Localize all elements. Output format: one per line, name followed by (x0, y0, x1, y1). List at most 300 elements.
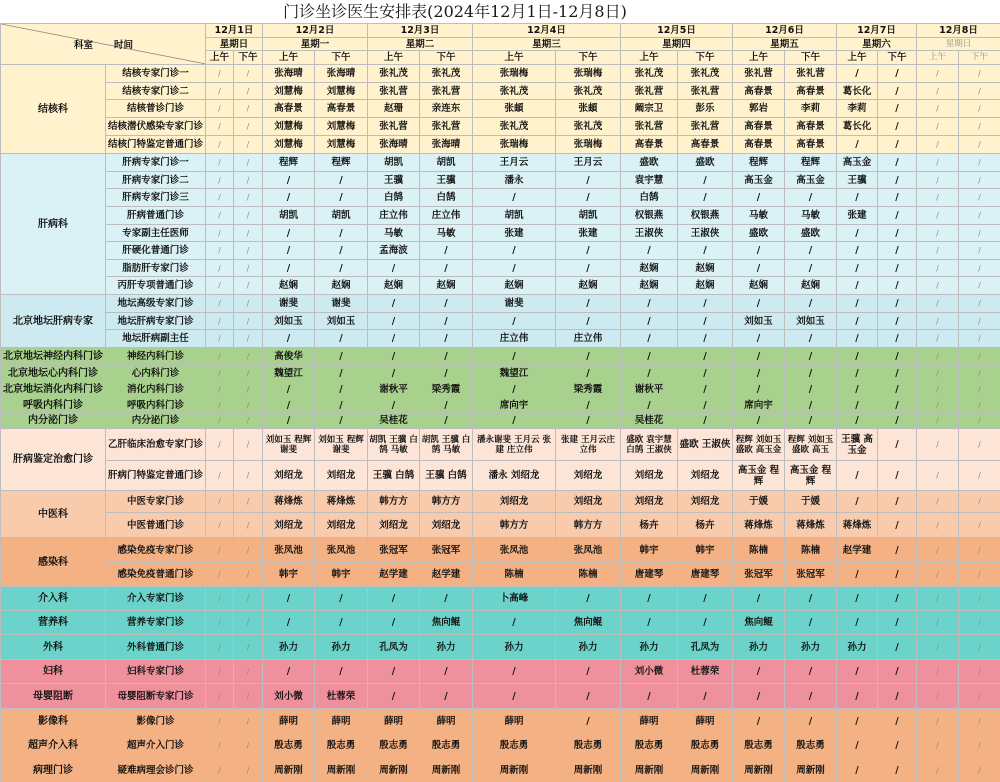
schedule-cell: 蒋烽炼 (733, 513, 785, 538)
schedule-cell: / (473, 189, 556, 207)
schedule-cell: / (206, 513, 234, 538)
schedule-cell: / (878, 136, 917, 154)
schedule-cell: / (206, 684, 234, 709)
schedule-cell: / (959, 538, 1000, 563)
schedule-cell: / (959, 660, 1000, 684)
schedule-cell: 张礼茂 (473, 118, 556, 136)
schedule-cell: 王骥 高玉金 (837, 429, 878, 461)
schedule-row (1, 587, 1000, 611)
schedule-cell: 梁秀霞 (556, 382, 621, 398)
schedule-cell: 赵娴 (733, 277, 785, 295)
schedule-cell: / (878, 635, 917, 660)
schedule-cell: 赵学建 (837, 538, 878, 563)
schedule-cell: / (878, 538, 917, 563)
department-cell: 妇科 (1, 660, 106, 684)
schedule-cell: / (234, 398, 263, 413)
schedule-row (1, 65, 1000, 83)
schedule-cell: / (420, 295, 473, 313)
schedule-cell: / (234, 65, 263, 83)
schedule-cell: / (556, 295, 621, 313)
department-cell: 北京地坛肝病专家 (1, 295, 106, 348)
schedule-cell: / (917, 429, 959, 461)
schedule-cell: 孙力 (621, 635, 678, 660)
schedule-cell: / (206, 313, 234, 330)
schedule-cell: / (206, 734, 234, 758)
schedule-cell: / (733, 413, 785, 429)
schedule-cell: 周新刚 (556, 758, 621, 782)
clinic-cell: 地坛肝病专家门诊 (106, 313, 206, 330)
schedule-cell: 王淑侠 (621, 225, 678, 242)
schedule-cell: / (315, 189, 368, 207)
schedule-cell: 谢秋平 (621, 382, 678, 398)
schedule-cell: / (420, 313, 473, 330)
clinic-cell: 结核潜伏感染专家门诊 (106, 118, 206, 136)
clinic-cell: 肝病专家门诊二 (106, 172, 206, 189)
schedule-cell: / (785, 242, 837, 260)
schedule-cell: 刘如玉 程辉 谢斐 (263, 429, 315, 461)
schedule-cell: / (473, 260, 556, 277)
schedule-cell: 刘慧梅 (263, 83, 315, 100)
schedule-cell: 高玉金 (733, 172, 785, 189)
schedule-cell: 高玉金 (837, 154, 878, 172)
session-header-am: 上午 (263, 51, 315, 65)
schedule-cell: 刘绍龙 (678, 461, 733, 491)
clinic-cell: 地坛高级专家门诊 (106, 295, 206, 313)
schedule-cell: 周新刚 (785, 758, 837, 782)
schedule-cell: / (206, 563, 234, 587)
schedule-row (1, 734, 1000, 758)
schedule-cell: 高春景 (733, 118, 785, 136)
schedule-cell: 刘慧梅 (315, 83, 368, 100)
schedule-cell: 谢斐 (315, 295, 368, 313)
schedule-row (1, 538, 1000, 563)
schedule-cell: / (315, 172, 368, 189)
schedule-cell: / (733, 365, 785, 382)
schedule-cell: 周新刚 (733, 758, 785, 782)
schedule-cell: 王骥 (420, 172, 473, 189)
session-header-am: 上午 (837, 51, 878, 65)
schedule-row (1, 491, 1000, 513)
schedule-cell: 张建 (473, 225, 556, 242)
schedule-row (1, 277, 1000, 295)
weekday-header: 星期四 (621, 38, 733, 51)
schedule-cell: / (917, 154, 959, 172)
schedule-cell: / (420, 365, 473, 382)
schedule-cell: 刘绍龙 (315, 513, 368, 538)
clinic-cell: 地坛肝病副主任 (106, 330, 206, 348)
schedule-cell: / (315, 330, 368, 348)
schedule-cell: 孙力 (556, 635, 621, 660)
schedule-cell: 王骥 (837, 172, 878, 189)
schedule-cell: / (878, 587, 917, 611)
page-title: 门诊坐诊医生安排表(2024年12月1日-12月8日) (283, 2, 627, 21)
schedule-cell: / (959, 313, 1000, 330)
schedule-cell: / (368, 348, 420, 365)
department-cell: 呼吸内科门诊 (1, 398, 106, 413)
date-header: 12月2日 (263, 24, 368, 38)
schedule-cell: 高玉金 程辉 (785, 461, 837, 491)
schedule-cell: / (315, 225, 368, 242)
clinic-cell: 影像门诊 (106, 709, 206, 734)
schedule-cell: / (234, 136, 263, 154)
schedule-cell: 刘绍龙 (678, 491, 733, 513)
date-header: 12月6日 (733, 24, 837, 38)
schedule-cell: / (917, 413, 959, 429)
schedule-cell: / (837, 413, 878, 429)
clinic-cell: 结核门特鉴定普通门诊 (106, 136, 206, 154)
schedule-cell: 刘绍龙 (368, 513, 420, 538)
schedule-cell: / (263, 330, 315, 348)
schedule-row (1, 758, 1000, 782)
schedule-cell: 刘小微 (621, 660, 678, 684)
schedule-cell: 张瑞梅 (473, 136, 556, 154)
schedule-cell: / (473, 382, 556, 398)
schedule-cell: / (878, 65, 917, 83)
schedule-cell: 孔凤为 (368, 635, 420, 660)
schedule-cell: / (234, 277, 263, 295)
schedule-cell: / (959, 154, 1000, 172)
schedule-cell: / (917, 611, 959, 635)
schedule-cell: 赵娴 (473, 277, 556, 295)
schedule-cell: / (785, 189, 837, 207)
schedule-cell: 张冠军 (368, 538, 420, 563)
schedule-cell: 张瑞梅 (556, 136, 621, 154)
schedule-cell: 张冠军 (420, 538, 473, 563)
schedule-cell: / (959, 684, 1000, 709)
schedule-cell: / (878, 758, 917, 782)
schedule-cell: / (678, 382, 733, 398)
schedule-cell: / (917, 172, 959, 189)
schedule-cell: 张海晴 (420, 136, 473, 154)
schedule-cell: 周新刚 (473, 758, 556, 782)
schedule-cell: / (878, 330, 917, 348)
schedule-cell: 刘慧梅 (263, 136, 315, 154)
schedule-cell: / (959, 709, 1000, 734)
schedule-cell: / (878, 429, 917, 461)
schedule-cell: / (837, 587, 878, 611)
schedule-cell: 胡凯 (368, 154, 420, 172)
schedule-cell: 亲连东 (420, 100, 473, 118)
schedule-cell: / (234, 513, 263, 538)
schedule-cell: 孙力 (315, 635, 368, 660)
schedule-cell: / (206, 348, 234, 365)
schedule-cell: / (917, 330, 959, 348)
department-cell: 介入科 (1, 587, 106, 611)
schedule-cell: / (206, 207, 234, 225)
schedule-cell: / (878, 225, 917, 242)
schedule-cell: / (420, 413, 473, 429)
schedule-cell: / (206, 242, 234, 260)
schedule-cell: / (917, 538, 959, 563)
schedule-row (1, 365, 1000, 382)
schedule-cell: 殷志勇 (621, 734, 678, 758)
schedule-cell: / (234, 734, 263, 758)
schedule-cell: / (785, 684, 837, 709)
schedule-cell: / (733, 330, 785, 348)
schedule-cell: / (621, 611, 678, 635)
schedule-cell: / (878, 83, 917, 100)
schedule-cell: 刘如玉 (733, 313, 785, 330)
schedule-cell: / (837, 382, 878, 398)
schedule-row (1, 207, 1000, 225)
schedule-cell: / (917, 118, 959, 136)
schedule-cell: 葛长化 (837, 83, 878, 100)
schedule-cell: 蒋烽炼 (315, 491, 368, 513)
schedule-cell: / (315, 413, 368, 429)
schedule-cell: / (556, 313, 621, 330)
schedule-cell: / (556, 172, 621, 189)
schedule-row (1, 136, 1000, 154)
schedule-cell: / (263, 189, 315, 207)
schedule-cell: / (917, 758, 959, 782)
schedule-cell: / (959, 513, 1000, 538)
schedule-cell: / (878, 242, 917, 260)
schedule-cell: 张冠军 (733, 563, 785, 587)
schedule-cell: / (733, 242, 785, 260)
schedule-row (1, 154, 1000, 172)
schedule-cell: 袁宇慧 (621, 172, 678, 189)
schedule-cell: / (878, 513, 917, 538)
schedule-cell: 刘如玉 (785, 313, 837, 330)
schedule-cell: / (234, 611, 263, 635)
schedule-cell: 高春景 (263, 100, 315, 118)
department-cell: 肝病科 (1, 154, 106, 295)
schedule-cell: / (837, 348, 878, 365)
schedule-cell: / (733, 684, 785, 709)
schedule-cell: 程辉 刘如玉 盛欧 高玉金 (733, 429, 785, 461)
schedule-cell: 吴桂花 (368, 413, 420, 429)
schedule-cell: / (234, 207, 263, 225)
schedule-cell: 胡凯 (556, 207, 621, 225)
schedule-cell: / (234, 709, 263, 734)
schedule-cell: / (206, 587, 234, 611)
session-header-pm: 下午 (785, 51, 837, 65)
schedule-cell: 张礼茂 (420, 65, 473, 83)
schedule-cell: 赵娴 (420, 277, 473, 295)
schedule-cell: / (959, 611, 1000, 635)
schedule-row (1, 461, 1000, 491)
schedule-cell: / (878, 365, 917, 382)
schedule-cell: / (917, 684, 959, 709)
schedule-cell: 马敏 (733, 207, 785, 225)
schedule-cell: / (234, 295, 263, 313)
schedule-cell: 刘绍龙 (420, 513, 473, 538)
schedule-cell: / (234, 461, 263, 491)
clinic-cell: 母婴阻断专家门诊 (106, 684, 206, 709)
schedule-cell: / (678, 295, 733, 313)
schedule-cell: / (206, 461, 234, 491)
schedule-cell: / (678, 348, 733, 365)
schedule-cell: / (368, 587, 420, 611)
schedule-cell: 郭岩 (733, 100, 785, 118)
schedule-cell: / (878, 207, 917, 225)
schedule-cell: / (733, 709, 785, 734)
schedule-cell: 陈楠 (556, 563, 621, 587)
weekday-header: 星期二 (368, 38, 473, 51)
clinic-cell: 肝病专家门诊三 (106, 189, 206, 207)
schedule-cell: / (959, 65, 1000, 83)
schedule-cell: / (206, 660, 234, 684)
schedule-cell: / (917, 365, 959, 382)
schedule-cell: 张建 (556, 225, 621, 242)
schedule-cell: 程辉 (733, 154, 785, 172)
clinic-cell: 乙肝临床治愈专家门诊 (106, 429, 206, 461)
schedule-cell: 高春景 (785, 83, 837, 100)
schedule-cell: 孙力 (733, 635, 785, 660)
schedule-cell: / (234, 635, 263, 660)
schedule-cell: 殷志勇 (556, 734, 621, 758)
date-header: 12月8日 (917, 24, 1000, 38)
schedule-cell: / (263, 587, 315, 611)
schedule-cell: / (733, 189, 785, 207)
schedule-cell: / (878, 461, 917, 491)
schedule-cell: / (420, 348, 473, 365)
schedule-cell: / (917, 225, 959, 242)
schedule-cell: 周新刚 (315, 758, 368, 782)
clinic-cell: 结核专家门诊一 (106, 65, 206, 83)
schedule-cell: / (837, 225, 878, 242)
schedule-cell: / (878, 413, 917, 429)
schedule-cell: 胡凯 王骥 白鹄 马敏 (420, 429, 473, 461)
schedule-cell: / (785, 330, 837, 348)
schedule-cell: / (556, 242, 621, 260)
schedule-cell: 蒋烽炼 (263, 491, 315, 513)
schedule-cell: / (556, 684, 621, 709)
schedule-cell: 唐建琴 (678, 563, 733, 587)
schedule-cell: / (678, 587, 733, 611)
schedule-cell: 张頔 (473, 100, 556, 118)
schedule-cell: / (959, 242, 1000, 260)
schedule-cell: / (878, 189, 917, 207)
schedule-cell: / (917, 563, 959, 587)
schedule-cell: / (785, 709, 837, 734)
schedule-cell: 张礼营 (368, 83, 420, 100)
department-cell: 中医科 (1, 491, 106, 538)
schedule-cell: 潘永 (473, 172, 556, 189)
schedule-cell: 王骥 白鹄 (420, 461, 473, 491)
schedule-cell: / (959, 207, 1000, 225)
department-axis-label: 科室 (74, 40, 94, 51)
clinic-cell: 中医专家门诊 (106, 491, 206, 513)
schedule-cell: 薛明 (621, 709, 678, 734)
schedule-cell: / (959, 758, 1000, 782)
schedule-row (1, 189, 1000, 207)
schedule-cell: 蒋烽炼 (785, 513, 837, 538)
schedule-cell: 程辉 刘如玉 盛欧 高玉 (785, 429, 837, 461)
schedule-cell: / (733, 587, 785, 611)
schedule-cell: / (959, 118, 1000, 136)
department-cell: 病理门诊 (1, 758, 106, 782)
schedule-cell: / (206, 382, 234, 398)
schedule-cell: / (878, 348, 917, 365)
session-header-pm: 下午 (959, 51, 1000, 65)
schedule-cell: 张凤池 (556, 538, 621, 563)
schedule-cell: / (878, 154, 917, 172)
schedule-cell: 焦向鲲 (733, 611, 785, 635)
schedule-cell: / (959, 295, 1000, 313)
schedule-cell: / (206, 491, 234, 513)
schedule-cell: 杨卉 (678, 513, 733, 538)
schedule-cell: 权银燕 (621, 207, 678, 225)
schedule-cell: 张礼营 (420, 83, 473, 100)
schedule-cell: / (206, 65, 234, 83)
schedule-cell: 李莉 (785, 100, 837, 118)
schedule-cell: 盛欧 (733, 225, 785, 242)
session-header-pm: 下午 (878, 51, 917, 65)
schedule-cell: 魏望江 (263, 365, 315, 382)
session-header-pm: 下午 (234, 51, 263, 65)
schedule-cell: / (556, 348, 621, 365)
schedule-cell: / (368, 295, 420, 313)
schedule-cell: / (837, 660, 878, 684)
corner-header (1, 24, 206, 65)
clinic-cell: 妇科专家门诊 (106, 660, 206, 684)
schedule-cell: / (206, 100, 234, 118)
schedule-cell: / (206, 277, 234, 295)
schedule-cell: / (263, 260, 315, 277)
schedule-cell: 张礼营 (368, 118, 420, 136)
schedule-cell: / (473, 348, 556, 365)
schedule-cell: 高春景 (621, 136, 678, 154)
schedule-cell: 焦向鲲 (556, 611, 621, 635)
schedule-cell: 刘绍龙 (473, 491, 556, 513)
schedule-cell: / (785, 398, 837, 413)
schedule-cell: 唐建琴 (621, 563, 678, 587)
schedule-cell: 席向宇 (733, 398, 785, 413)
schedule-row (1, 348, 1000, 365)
schedule-cell: 张礼营 (621, 83, 678, 100)
schedule-cell: / (420, 660, 473, 684)
session-header-am: 上午 (621, 51, 678, 65)
schedule-cell: / (959, 398, 1000, 413)
schedule-cell: / (621, 365, 678, 382)
schedule-cell: / (785, 365, 837, 382)
department-cell: 北京地坛神经内科门诊 (1, 348, 106, 365)
schedule-cell: / (263, 172, 315, 189)
schedule-cell: / (621, 313, 678, 330)
schedule-cell: 刘绍龙 (556, 491, 621, 513)
schedule-cell: / (621, 295, 678, 313)
schedule-cell: / (878, 491, 917, 513)
schedule-cell: / (959, 260, 1000, 277)
schedule-cell: / (234, 260, 263, 277)
schedule-cell: / (234, 189, 263, 207)
schedule-cell: / (837, 295, 878, 313)
date-header: 12月7日 (837, 24, 917, 38)
schedule-cell: 韩宇 (315, 563, 368, 587)
schedule-cell: / (959, 225, 1000, 242)
schedule-cell: / (234, 758, 263, 782)
schedule-cell: 焦向鲲 (420, 611, 473, 635)
clinic-cell: 感染免疫普通门诊 (106, 563, 206, 587)
session-header-pm: 下午 (420, 51, 473, 65)
date-header: 12月4日 (473, 24, 621, 38)
clinic-cell: 肝硬化普通门诊 (106, 242, 206, 260)
schedule-cell: / (368, 260, 420, 277)
schedule-cell: 赵娴 (678, 260, 733, 277)
schedule-cell: / (556, 189, 621, 207)
schedule-cell: / (556, 587, 621, 611)
schedule-cell: / (206, 429, 234, 461)
schedule-cell: / (206, 330, 234, 348)
schedule-cell: 陈楠 (473, 563, 556, 587)
session-header-pm: 下午 (678, 51, 733, 65)
schedule-cell: 高玉金 (785, 172, 837, 189)
schedule-cell: 马敏 (368, 225, 420, 242)
schedule-cell: / (621, 348, 678, 365)
schedule-cell: / (878, 100, 917, 118)
schedule-cell: 谢斐 (263, 295, 315, 313)
